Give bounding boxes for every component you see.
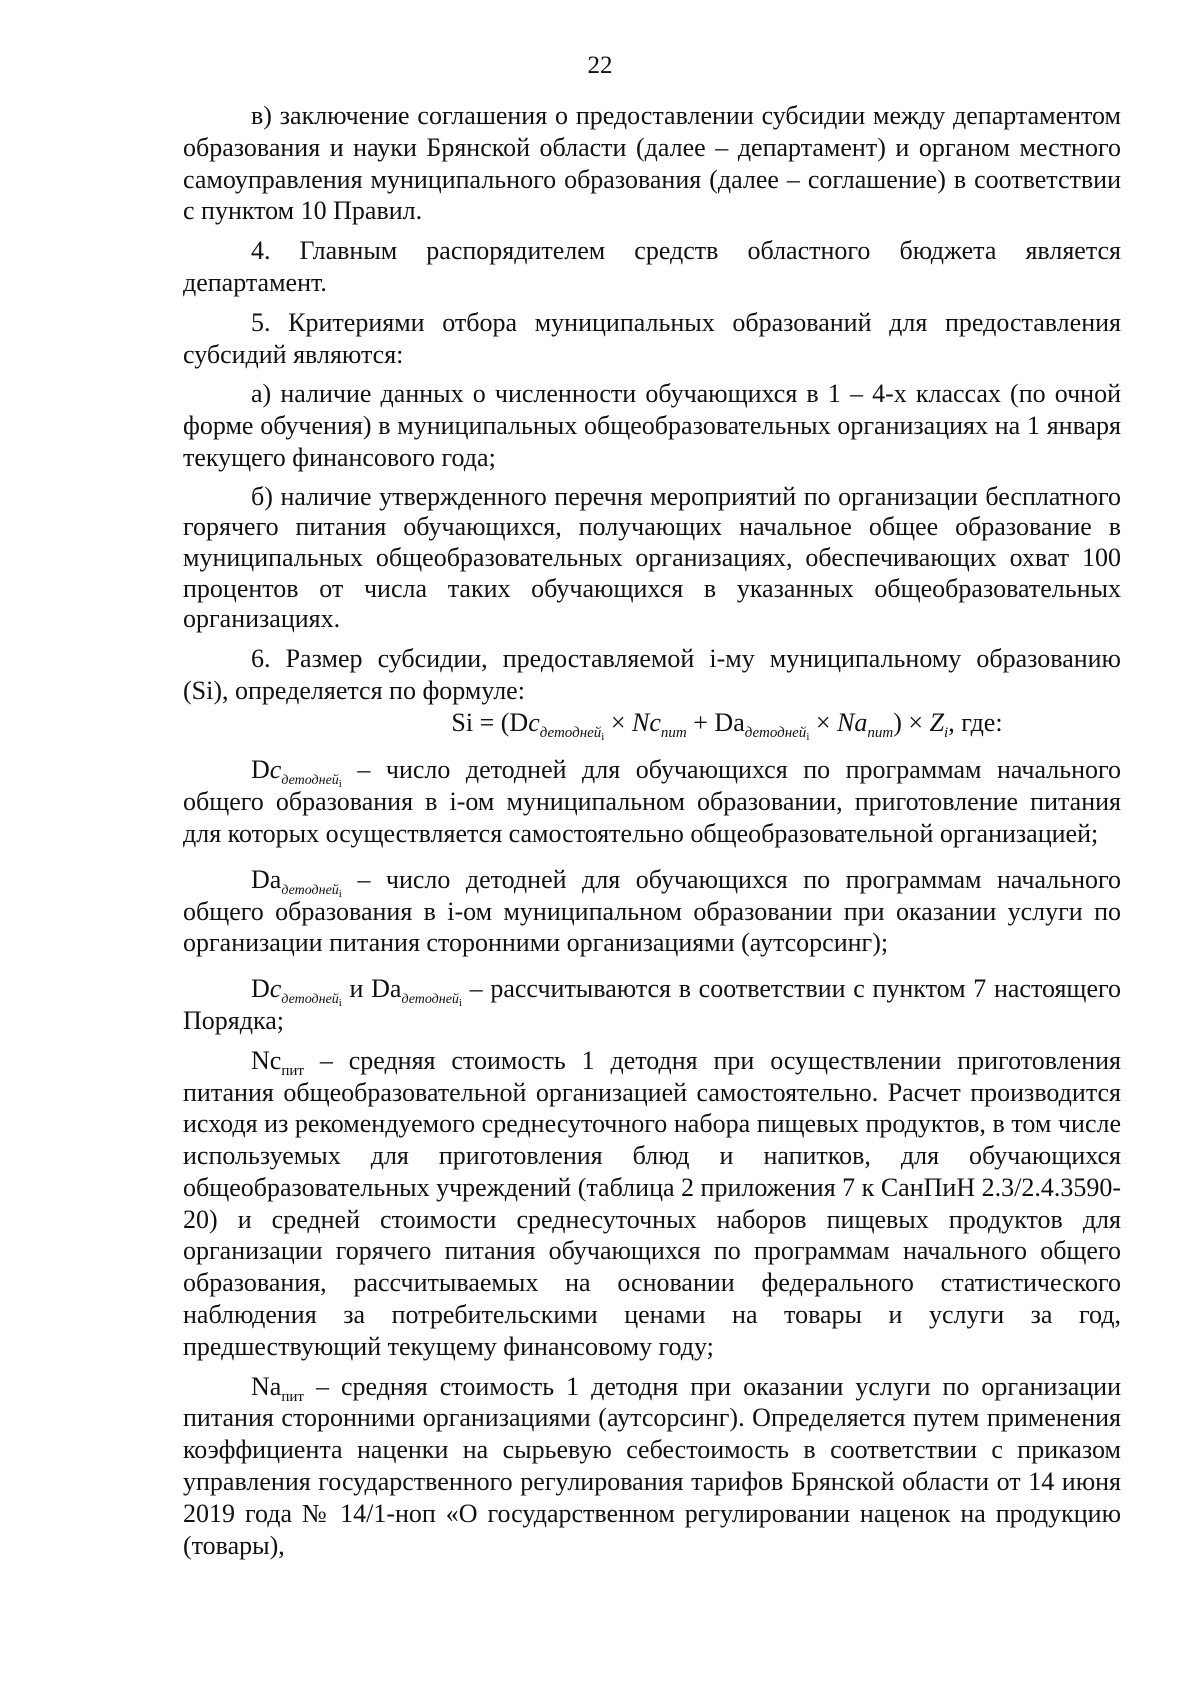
paragraph-5-criteria: 5. Критериями отбора муниципальных образований для предоставления субсидий являются: — [183, 307, 1121, 369]
paragraph-4-main-manager: 4. Главным распорядителем средств областного бюджета является департамент. — [183, 236, 1121, 297]
paragraph-5b-meal-program: б) наличие утвержденного перечня мероприятий по организации бесплатного горячего питания обучающихся, получающих начальное общее образование в муниципальных общеобразовательных организациях, обеспечивающих охват 100 процентов от числа таких обучающихся в указанных общеобразовательных организациях. — [183, 481, 1121, 634]
formula-Z: Z — [929, 708, 945, 738]
document-body — [183, 100, 1121, 1561]
formula-N1: N — [632, 708, 650, 738]
formula-c1: c — [528, 708, 540, 738]
definition-na-pit: $Na_{пит}$ – средняя стоимость 1 детодня при оказании услуги по организации питания сторонними организациями (аутсорсинг). Определяется путем применения коэффициента наценки на сырьевую себестоимость в соответствии с приказом управления государственного регулирования тарифов Брянской области от 14 июня 2019 года № 14/1-ноп «О государственном регулировании наценок на продукцию (товары), — [183, 1371, 1121, 1560]
formula-sub-detodney-1: детоднейi — [539, 725, 605, 744]
paragraph-5a-pupil-count: а) наличие данных о численности обучающихся в 1 – 4-х классах (по очной форме обучения) в муниципальных общеобразовательных организациях на 1 января текущего финансового года; — [183, 379, 1121, 472]
formula-c2: c — [649, 708, 661, 738]
formula-plus-da: + Da — [686, 708, 745, 738]
subsidy-formula — [183, 706, 1121, 744]
formula-sub-i: i — [944, 725, 949, 742]
definition-nc-pit: $Nc_{пит}$ – средняя стоимость 1 детодня при осуществлении приготовления питания общеобразовательной организацией самостоятельно. Расчет производится исходя из рекомендуемого среднесуточного набора пищевых продуктов, в том числе используемых для приготовления блюд и напитков, для обучающихся общеобразовательных учреждений (таблица 2 приложения 7 к СанПиН 2.3/2.4.3590-20) и средней стоимости среднесуточных наборов пищевых продуктов для организации горячего питания обучающихся по программам начального общего образования, рассчитываемых на основании федерального статистического наблюдения за потребительскими ценами на товары и услуги за год, предшествующий текущему финансовому году; — [183, 1045, 1121, 1361]
formula-times-1: × — [604, 708, 633, 738]
page-number: 22 — [587, 52, 613, 79]
formula-times-2: × — [809, 708, 838, 738]
formula-lhs: Si = (D — [451, 708, 529, 738]
formula-tail: , где: — [948, 708, 1003, 738]
formula-rparen: ) × — [893, 708, 930, 738]
formula-N2: N — [837, 708, 855, 738]
formula-sub-pit-2: пит — [867, 725, 894, 742]
definition-da: $Da_{детодней_i}$ – число детодней для обучающихся по программам начального общего образования в i-ом муниципальном образовании при оказании услуги по организации питания сторонними организациями (аутсорсинг); — [183, 864, 1121, 958]
formula-a2: a — [854, 708, 868, 738]
definition-dc-da-calculation: $Dc_{детодней_i}$ и $Da_{детодней_i}$ – рассчитываются в соответствии с пунктом 7 настоящего Порядка; — [183, 974, 1122, 1035]
paragraph-6-subsidy-size: 6. Размер субсидии, предоставляемой i-му муниципальному образованию (Si), определяется по формуле: — [183, 643, 1121, 705]
paragraph-v-agreement: в) заключение соглашения о предоставлении субсидии между департаментом образования и науки Брянской области (далее – департамент) и органом местного самоуправления муниципального образования (далее – соглашение) в соответствии с пунктом 10 Правил. — [183, 101, 1121, 226]
formula-sub-pit-1: пит — [660, 725, 687, 742]
definition-dc: $Dc_{детодней_i}$ – число детодней для обучающихся по программам начального общего образования в i-ом муниципальном образовании, приготовление питания для которых осуществляется самостоятельно общеобразовательной организацией; — [183, 755, 1121, 848]
formula-sub-detodney-2: детоднейi — [744, 725, 810, 744]
